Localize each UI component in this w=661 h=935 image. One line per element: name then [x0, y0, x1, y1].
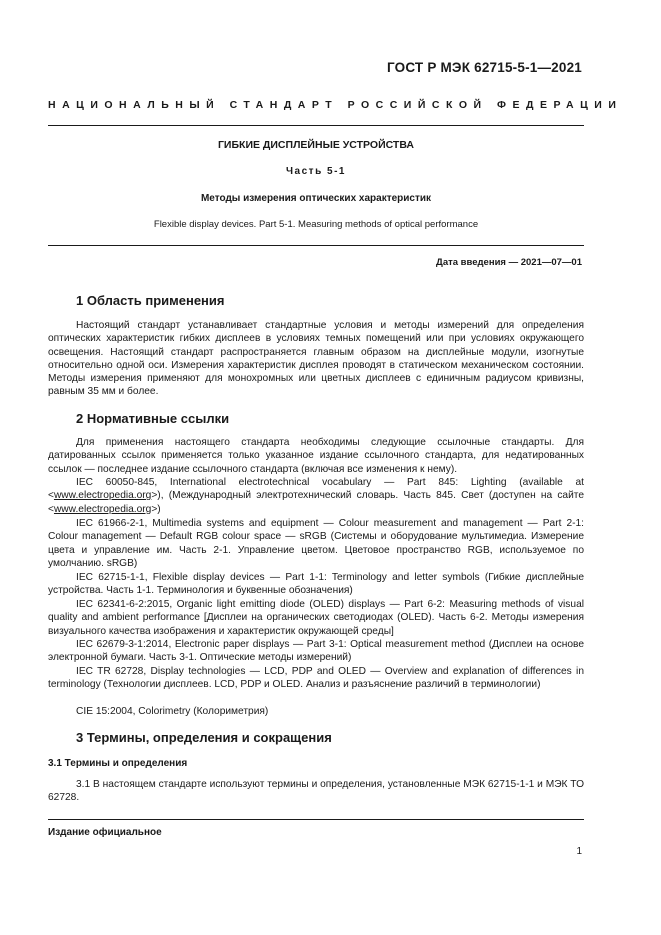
- title-divider: [48, 245, 584, 246]
- document-title: ГИБКИЕ ДИСПЛЕЙНЫЕ УСТРОЙСТВА: [217, 139, 414, 151]
- national-standard-banner: НАЦИОНАЛЬНЫЙ СТАНДАРТ РОССИЙСКОЙ ФЕДЕРАЦИИ: [48, 99, 623, 111]
- reference-item: IEC 61966-2-1, Multimedia systems and equipment — Colour measurement and management — Part 2-1: Colour management — Default RGB colour space — sRGB (Системы и оборудование мультимедиа. Измерение цвета и управление им. Часть 2-1. Управление цветом. Цветовое пространство RGB, используемое по умолчанию. sRGB): [48, 518, 584, 569]
- section-2-intro-text: Для применения настоящего стандарта необходимы следующие ссылочные стандарты. Для датированных ссылок применяется только указанное издание ссылочного стандарта, для недатированных ссылок — последнее издание ссылочного стандарта (включая все изменения к нему).: [48, 437, 584, 475]
- section-1-text: Настоящий стандарт устанавливает стандартные условия и методы измерений для определения оптических характеристик гибких дисплеев в условиях темных помещений или при условиях окружающего освещения. Настоящий стандарт распространяется главным образом на дисплейные модули, изогнутые относительно одной оси. Измерения характеристик дисплея проводят в статическом механическом состоянии. Методы измерения применяют для монохромных или цветных дисплеев с единичным радиусом кривизны, равным 35 мм и более.: [48, 320, 584, 398]
- section-3-heading: 3 Термины, определения и сокращения: [76, 730, 332, 745]
- reference-item: IEC 62341-6-2:2015, Organic light emitting diode (OLED) displays — Part 6-2: Measuring methods of visual quality and ambient performance [Дисплеи на органических светодиодах (OLED). Часть 6-2. Методы измерения визуального качества изображения и характеристик окружающей среды]: [48, 599, 584, 637]
- reference-item: CIE 15:2004, Colorimetry (Колориметрия): [76, 706, 269, 717]
- section-2-heading: 2 Нормативные ссылки: [76, 411, 230, 426]
- gost-number: ГОСТ Р МЭК 62715-5-1—2021: [386, 60, 582, 75]
- subsection-3-1-heading: 3.1 Термины и определения: [48, 758, 188, 769]
- section-3-1-text: 3.1 В настоящем стандарте используют термины и определения, установленные МЭК 62715-1-1 и МЭК ТО 62728.: [48, 779, 584, 804]
- reference-item: IEC 62679-3-1:2014, Electronic paper displays — Part 3-1: Optical measurement method (Дисплеи на основе электронной бумаги. Часть 3-1. Оптические методы измерений): [48, 639, 584, 664]
- section-1-heading: 1 Область применения: [76, 293, 225, 308]
- reference-item: IEC 60050-845, International electrotechnical vocabulary — Part 845: Lighting (available at <www.electropedia.org>), (Международный электротехнический словарь. Часть 845. Свет (доступен на сайте <www.electropedia.org>): [48, 477, 584, 515]
- page-number: 1: [576, 846, 582, 857]
- reference-item: IEC 62715-1-1, Flexible display devices — Part 1-1: Terminology and letter symbols (Гибкие дисплейные устройства. Часть 1-1. Терминология и буквенные обозначения): [48, 572, 584, 597]
- official-edition-label: Издание официальное: [48, 827, 162, 838]
- electropedia-link-2[interactable]: www.electropedia.org: [53, 503, 152, 515]
- reference-item: IEC TR 62728, Display technologies — LCD, PDP and OLED — Overview and explanation of differences in terminology (Технологии дисплеев. LCD, PDP и OLED. Анализ и разъяснение различий в терминологии): [48, 666, 584, 691]
- section-3-1-paragraph: [48, 778, 584, 805]
- document-part: Часть 5-1: [286, 166, 346, 177]
- introduction-date: Дата введения — 2021—07—01: [436, 257, 582, 268]
- electropedia-link[interactable]: www.electropedia.org: [53, 490, 152, 502]
- section-2-intro: [48, 436, 584, 476]
- top-divider: [48, 125, 584, 126]
- document-subtitle: Методы измерения оптических характеристик: [200, 193, 432, 204]
- english-title: Flexible display devices. Part 5-1. Measuring methods of optical performance: [153, 219, 479, 230]
- section-1-paragraph: [48, 319, 584, 399]
- footer-divider: [48, 819, 584, 820]
